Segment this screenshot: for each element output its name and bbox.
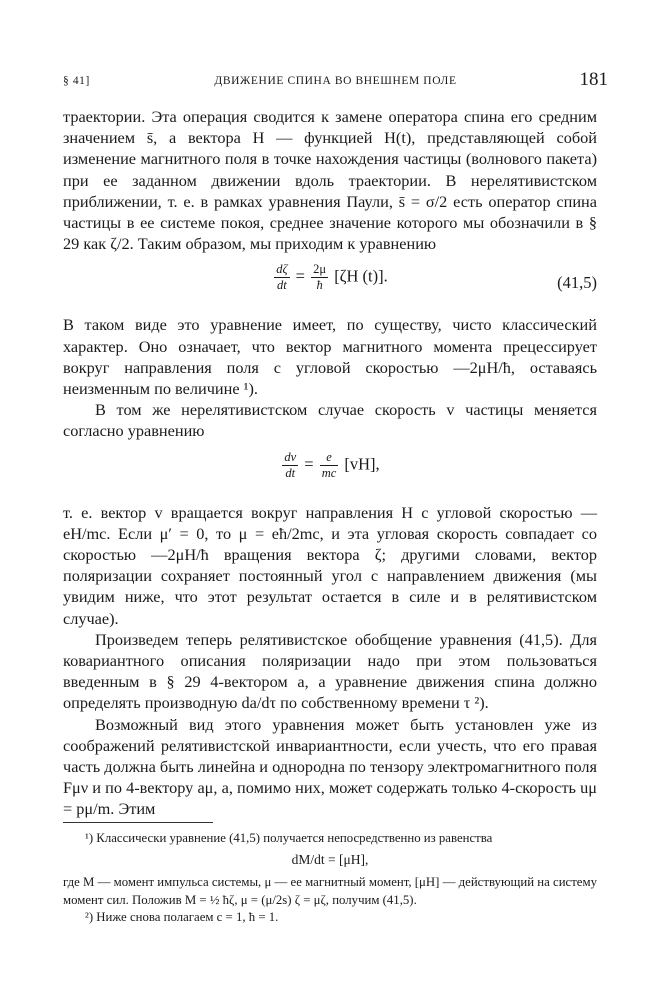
equation-velocity-formula <box>63 450 597 481</box>
frac-denominator: ħ <box>316 278 323 293</box>
equals-sign: = <box>295 266 305 286</box>
paragraph-6: Возможный вид этого уравнения может быть установлен уже из соображений релятивистской инвариантности, если учесть, что его правая часть должна быть линейна и однородна по тензору электромагнитного поля Fμν и по 4-вектору aμ, а, помимо них, может содержать только 4-скорость uμ = pμ/m. Этим <box>63 714 597 819</box>
equation-velocity <box>63 448 597 496</box>
footnote-1-text: ¹) Классически уравнение (41,5) получается непосредственно из равенства <box>85 831 493 845</box>
frac-dv-dt <box>282 450 298 481</box>
footnote-rule <box>63 822 213 823</box>
footnote-2-text: ²) Ниже снова полагаем c = 1, ħ = 1. <box>85 910 279 924</box>
equation-41-5-formula <box>63 262 597 293</box>
footnotes <box>63 822 597 927</box>
main-text <box>63 106 597 820</box>
chapter-title: ДВИЖЕНИЕ СПИНА ВО ВНЕШНЕМ ПОЛЕ <box>214 75 457 87</box>
equation-rhs: [ζH (t)]. <box>334 266 388 286</box>
footnote-1-continuation: где M — момент импульса системы, μ — ее магнитный момент, [μH] — действующий на систему момент сил. Положив M = ½ ħζ, μ = (μ/2s) ζ = μζ, получим (41,5). <box>63 875 597 907</box>
equation-number: (41,5) <box>557 273 597 293</box>
frac-e-mc <box>320 450 339 481</box>
equation-rhs: [vH], <box>344 453 380 473</box>
frac-denominator: dt <box>285 465 296 480</box>
paragraph-1: траектории. Эта операция сводится к замене оператора спина его средним значением s̄, а вектора H — функцией H(t), представляющей собой изменение магнитного поля в точке нахождения частицы (волнового пакета) при ее заданном движении вдоль траектории. В нерелятивистском приближении, т. е. в рамках уравнения Паули, s̄ = σ/2 есть оператор спина частицы в ее системе покоя, среднее значение которого мы обозначили в § 29 как ζ/2. Таким образом, мы приходим к уравнению <box>63 107 597 254</box>
paragraph-5: Произведем теперь релятивистское обобщение уравнения (41,5). Для ковариантного описания поляризации надо при этом пользоваться введенным в § 29 4-вектором a, а уравнение движения спина должно определять производную da/dτ по собственному времени τ ²). <box>63 629 597 713</box>
page-number: 181 <box>579 69 608 90</box>
equals-sign: = <box>304 453 314 473</box>
paragraph-2: В таком виде это уравнение имеет, по существу, чисто классический характер. Оно означает, что вектор магнитного момента прецессирует вокруг направления поля с угловой скоростью —2μH/ħ, оставаясь неизменным по величине ¹). <box>63 315 597 399</box>
frac-dzeta-dt <box>274 262 289 293</box>
frac-numerator: dζ <box>276 262 288 277</box>
footnote-1-equation: dM/dt = [μH], <box>291 851 369 867</box>
section-marker: § 41] <box>63 75 90 87</box>
frac-numerator: e <box>320 450 339 466</box>
paragraph-3: В том же нерелятивистском случае скорость v частицы меняется согласно уравнению <box>63 400 597 441</box>
frac-denominator: mc <box>321 465 337 480</box>
frac-denominator: dt <box>277 278 287 293</box>
frac-2mu-hbar <box>311 262 328 293</box>
frac-numerator: 2μ <box>313 262 327 277</box>
running-head <box>63 69 608 92</box>
equation-41-5 <box>63 260 597 308</box>
frac-numerator: dv <box>284 449 297 464</box>
paragraph-4: т. е. вектор v вращается вокруг направления H с угловой скоростью — eH/mc. Если μ′ = 0, то μ = eħ/2mc, и эта угловая скорость совпадает со скоростью —2μH/ħ вращения вектора ζ; другими словами, вектор поляризации сохраняет постоянный угол с направлением движения (мы увидим ниже, что этот результат остается в силе и в релятивистском случае). <box>63 502 597 628</box>
